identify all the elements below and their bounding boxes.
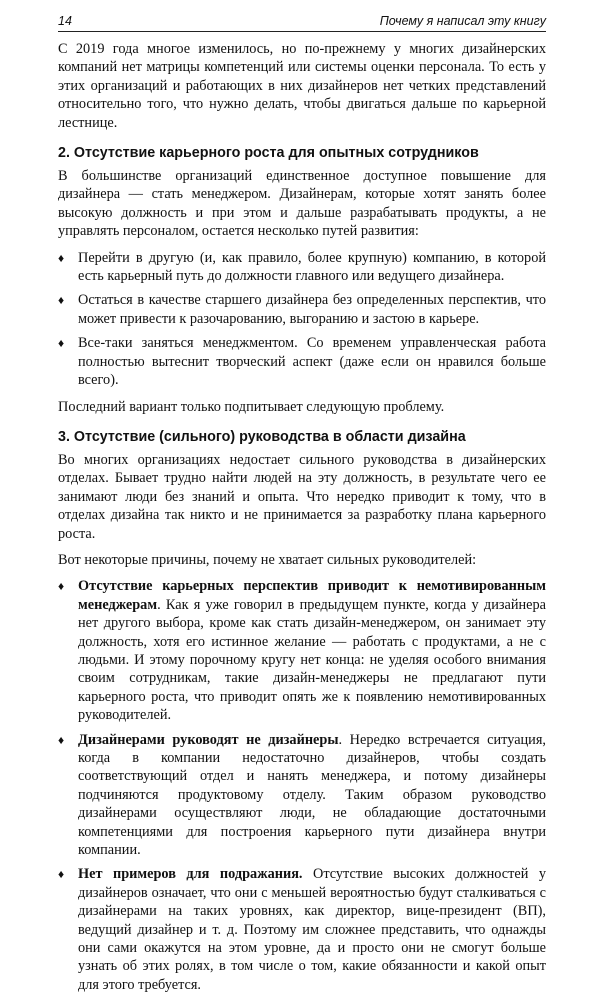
section-3-list <box>58 577 546 994</box>
diamond-bullet-icon: ♦ <box>58 732 65 747</box>
section-3-heading: 3. Отсутствие (сильного) руководства в области дизайна <box>58 428 466 445</box>
list-item <box>58 334 546 389</box>
running-title: Почему я написал эту книгу <box>379 14 546 28</box>
list-item-lead: Дизайнерами руководят не дизайнеры <box>78 731 339 748</box>
diamond-bullet-icon: ♦ <box>58 250 65 265</box>
intro-paragraph: С 2019 года многое изменилось, но по-прежнему у многих дизайнерских компаний нет матрицы компетенций или системы оценки персонала. То есть у этих организаций и работающих в них дизайнеров нет четких представлений относительно того, что нужно делать, чтобы двигаться дальше по карьерной лестнице. <box>58 41 546 131</box>
diamond-bullet-icon: ♦ <box>58 336 65 351</box>
section-3-paragraph-2: Вот некоторые причины, почему не хватает сильных руководителей: <box>58 551 477 568</box>
list-item-text: Остаться в качестве старшего дизайнера без определенных перспектив, что может привести к разочарованию, выгоранию и застою в карьере. <box>78 292 546 327</box>
list-item-text: Отсутствие высоких должностей у дизайнеров означает, что они с меньшей вероятностью будут сталкиваться с дизайнерами на таких уровнях, как директор, вице-президент (ВП), ведущий дизайнер и т. д. Поэтому им сложнее представить, что однажды они сами окажутся на этом уровне, да и просто они не смогут больше узнать об этих ролях, в том числе о том, какие обязанности и какой опыт для этого требуется. <box>78 866 546 993</box>
list-item-text: Перейти в другую (и, как правило, более крупную) компанию, в которой есть карьерный путь до должности главного или ведущего дизайнера. <box>78 249 546 285</box>
section-2-list <box>58 249 546 390</box>
list-item <box>58 577 546 724</box>
list-item-lead: Отсутствие карьерных перспектив приводит к немотивированным менеджерам <box>78 578 546 613</box>
list-item-text: . Нередко встречается ситуация, когда в компании недостаточно дизайнеров, чтобы создать соответствующий отдел и нанять менеджера, и потому дизайнеры подчиняются продуктовому отделу. Таким образом руководство дизайнерами осуществляют люди, не обладающие достаточными компетенциями для построения карьерного пути дизайнера внутри компании. <box>78 731 546 859</box>
diamond-bullet-icon: ♦ <box>58 867 65 882</box>
page-number: 14 <box>58 14 72 28</box>
section-2-closing: Последний вариант только подпитывает следующую проблему. <box>58 398 445 415</box>
section-2-heading: 2. Отсутствие карьерного роста для опытных сотрудников <box>58 145 479 162</box>
list-item-text: Все-таки заняться менеджментом. Со временем управленческая работа полностью вытеснит творческий аспект (даже если он нравился больше всего). <box>78 335 546 389</box>
section-2-paragraph: В большинстве организаций единственное доступное повышение для дизайнера — стать менеджером. Дизайнерам, которые хотят занять более высокую должность и при этом и дальше разрабатывать продукты, а не управлять персоналом, остается несколько путей развития: <box>58 168 546 240</box>
section-3-paragraph-1: Во многих организациях недостает сильного руководства в дизайнерских отделах. Бывает трудно найти людей на эту должность, в результате чего ее занимают люди без знаний и опыта. Что нередко приводит к тому, что в отделах дизайна так никто и не принимается за разработку плана карьерного роста. <box>58 451 546 542</box>
list-item <box>58 865 546 994</box>
diamond-bullet-icon: ♦ <box>58 579 65 594</box>
list-item <box>58 249 546 286</box>
running-head <box>58 10 546 32</box>
page-content <box>58 40 546 1002</box>
diamond-bullet-icon: ♦ <box>58 293 65 308</box>
list-item-lead: Нет примеров для подражания. <box>78 866 303 883</box>
list-item-text: . Как я уже говорил в предыдущем пункте, когда у дизайнера нет другого выбора, кроме как стать дизайн-менеджером, он занимает эту должность, хотя его истинное желание — работать с продуктами, а не с людьми. И этому порочному кругу нет конца: не уделяя особого внимания своим сотрудникам, такие дизайн-менеджеры не предлагают пути карьерного роста, что приводит опять же к появлению немотивированных руководителей. <box>78 596 546 724</box>
list-item <box>58 291 546 328</box>
